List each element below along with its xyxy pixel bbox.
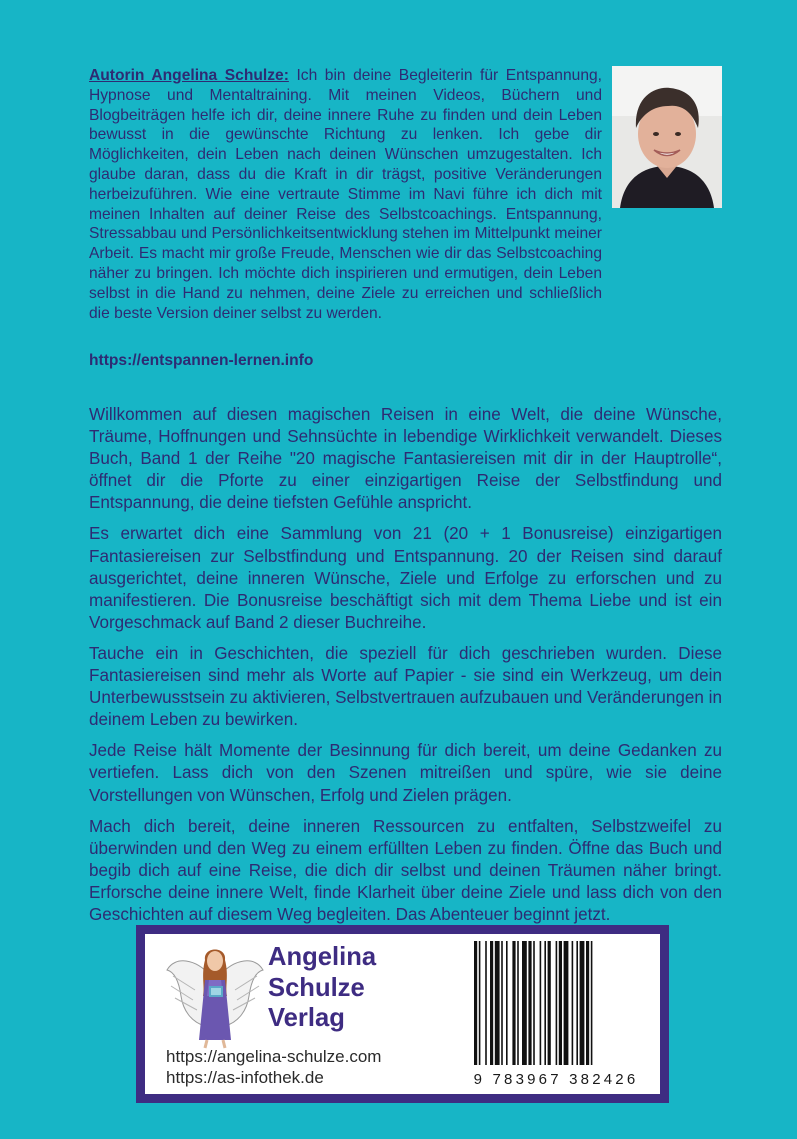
blurb-paragraph: Tauche ein in Geschichten, die speziell für dich geschrieben wurden. Diese Fantasiereisen sind mehr als Worte auf Papier - sie sind ein Werkzeug, um dein Unterbewusstsein zu aktivieren, Selbstvertrauen aufzubauen und Veränderungen in deinem Leben zu bewirken. <box>89 643 722 730</box>
barcode-bar <box>517 941 519 1065</box>
publisher-link[interactable]: https://angelina-schulze.com <box>166 1047 382 1066</box>
barcode-bar <box>479 941 481 1065</box>
book-blurb <box>89 404 722 935</box>
barcode-bar <box>533 941 535 1065</box>
publisher-name-line: Angelina <box>268 943 377 971</box>
barcode-icon <box>468 941 644 1087</box>
barcode-bar <box>474 941 477 1065</box>
barcode-bar <box>544 941 546 1065</box>
barcode-bar <box>576 941 578 1065</box>
isbn-digits: 9 783967 382426 <box>473 1071 639 1087</box>
author-bio-text: Ich bin deine Begleiterin für Entspannung, Hypnose und Mentaltraining. Mit meinen Videos, Büchern und Blogbeiträgen helfe ich dir, deine innere Ruhe zu finden und dein Leben bewusst in die gewünschte Richtung zu lenken. Ich gebe dir Möglichkeiten, dein Leben nach deinen Wünschen umzugestalten. Ich glaube daran, dass du die Kraft in dir trägst, positive Veränderungen herbeizuführen. Wie eine vertraute Stimme im Navi führe ich dich mit meinen Inhalten auf deiner Reise des Selbstcoachings. Entspannung, Stressabbau und Persönlichkeitsentwicklung stehen im Mittelpunkt meiner Arbeit. Es macht mir große Freude, Menschen wie dir das Selbstcoaching näher zu bringen. Ich möchte dich inspirieren und ermutigen, dein Leben selbst in die Hand zu nehmen, deine Ziele zu erreichen und schließlich die beste Version deiner selbst zu werden. <box>89 67 602 322</box>
barcode-bar <box>485 941 487 1065</box>
blurb-paragraph: Mach dich bereit, deine inneren Ressourcen zu entfalten, Selbstzweifel zu überwinden und den Weg zu einem erfüllten Leben zu finden. Öffne das Buch und begib dich auf eine Reise, die dich dir selbst und deinen Träumen näher bringt. Erforsche deine innere Welt, finde Klarheit über deine Ziele und lass dich von den Geschichten auf diesem Weg begleiten. Das Abenteuer beginnt jetzt. <box>89 816 722 924</box>
barcode-bar <box>548 941 551 1065</box>
barcode-bar <box>580 941 585 1065</box>
barcode-bar <box>522 941 527 1065</box>
barcode-bar <box>528 941 531 1065</box>
author-photo <box>612 66 722 208</box>
barcode-bar <box>572 941 574 1065</box>
publisher-name-line: Verlag <box>268 1004 345 1032</box>
blurb-paragraph: Willkommen auf diesen magischen Reisen in eine Welt, die deine Wünsche, Träume, Hoffnungen und Sehnsüchte in lebendige Wirklichkeit verwandelt. Dieses Buch, Band 1 der Reihe "20 magische Fantasiereisen mit dir in der Hauptrolle“, öffnet dir die Pforte zu einer einzigartigen Reise der Selbstfindung und Entspannung, die deine tiefsten Gefühle anspricht. <box>89 405 722 513</box>
barcode-bar <box>540 941 542 1065</box>
barcode-bar <box>586 941 589 1065</box>
publisher-name <box>268 942 376 1034</box>
barcode-bar <box>564 941 569 1065</box>
barcode-bar <box>591 941 593 1065</box>
barcode-bar <box>506 941 508 1065</box>
barcode-bar <box>495 941 500 1065</box>
barcode-bar <box>490 941 493 1065</box>
barcode-bar <box>501 941 503 1065</box>
publisher-name-line: Schulze <box>268 973 365 1002</box>
barcode-bar <box>556 941 558 1065</box>
author-bio <box>89 66 602 323</box>
barcode-bar <box>512 941 515 1065</box>
angel-logo-icon <box>165 940 265 1052</box>
author-website-link[interactable]: https://entspannen-lernen.info <box>89 352 314 369</box>
barcode-bar <box>559 941 562 1065</box>
publisher-link[interactable]: https://as-infothek.de <box>166 1068 324 1087</box>
publisher-box <box>136 925 669 1103</box>
publisher-box-inner <box>145 934 660 1094</box>
author-label: Autorin Angelina Schulze: <box>89 67 289 84</box>
blurb-paragraph: Jede Reise hält Momente der Besinnung für dich bereit, um deine Gedanken zu vertiefen. Lass dich von den Szenen mitreißen und spüre, wie sie deine Vorstellungen von Wünschen, Erfolg und Zielen prägen. <box>89 741 722 805</box>
blurb-paragraph: Es erwartet dich eine Sammlung von 21 (20 + 1 Bonusreise) einzigartigen Fantasiereisen zur Selbstfindung und Entspannung. 20 der Reisen sind darauf ausgerichtet, deine inneren Wünsche, Ziele und Erfolge zu erforschen und zu manifestieren. Die Bonusreise beschäftigt sich mit dem Thema Liebe und ist ein Vorgeschmack auf Band 2 dieser Buchreihe. <box>89 524 722 632</box>
